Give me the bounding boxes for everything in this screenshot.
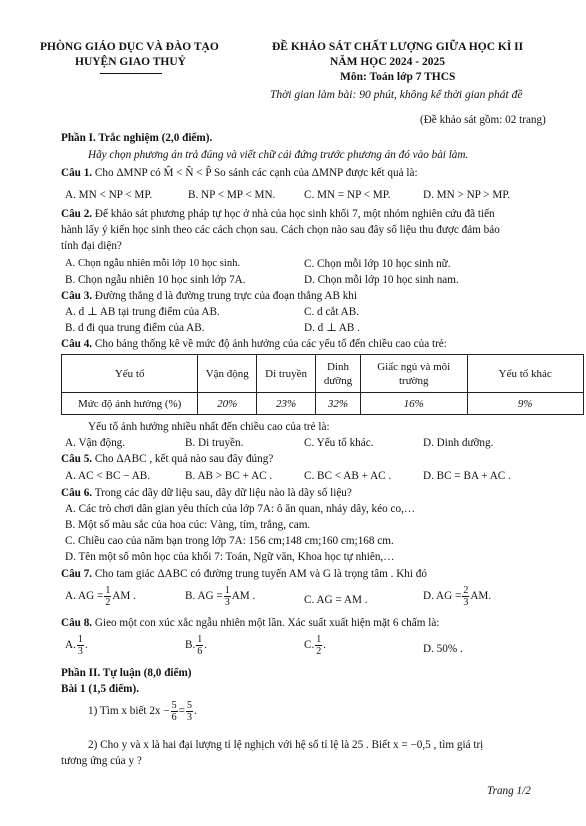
q7-label: Câu 7. [61, 568, 93, 580]
q2-option-a: A. Chọn ngẫu nhiên mỗi lớp 10 học sinh. [65, 258, 241, 269]
denominator: 2 [105, 597, 111, 608]
q1-option-a: A. MN < NP < MP. [65, 189, 153, 201]
q8-option-b: B. $\frac{1}{6}$ . [185, 634, 208, 657]
q2-option-d: D. Chọn mỗi lớp 10 học sinh nam. [304, 274, 459, 286]
q7-option-a [65, 585, 136, 608]
q1-option-b: B. NP < MP < MN. [188, 189, 276, 201]
table-header-cell: Vận động [198, 355, 257, 393]
time-note: Thời gian làm bài: 90 phút, không kể thời gian phát đề [270, 89, 523, 101]
exam-title: ĐỀ KHẢO SÁT CHẤT LƯỢNG GIỮA HỌC KÌ II [272, 41, 524, 53]
q8-a-fraction [77, 634, 84, 657]
q5-option-a: A. AC < BC − AB. [65, 470, 151, 482]
denominator: 3 [77, 646, 83, 657]
q5-option-c: C. BC < AB + AC . [304, 470, 392, 482]
q7-option-b [185, 585, 255, 608]
q4-option-a: A. Vận động. [65, 437, 126, 449]
q1-text: Cho ΔMNP có M̂ < N̂ < P̂ So sánh các cạnh của ΔMNP được kết quả là: [94, 167, 418, 179]
table-cell: 16% [360, 393, 467, 415]
numerator: 1 [77, 634, 83, 645]
q8-option-d: D. 50% . [423, 643, 463, 655]
q8-label: Câu 8. [61, 617, 93, 629]
q7-b-prefix: B. AG = [185, 590, 223, 603]
numerator: 1 [105, 585, 111, 596]
q8-option-c: C. $\frac{1}{2}$ . [304, 634, 327, 657]
q3-label: Câu 3. [61, 290, 93, 302]
q7-a-suffix: AM . [112, 590, 136, 603]
bai1-title: Bài 1 (1,5 điểm). [61, 683, 139, 695]
q1-option-d: D. MN > NP > MP. [423, 189, 511, 201]
q6-option-c: C. Chiều cao của năm bạn trong lớp 7A: 156 cm;148 cm;160 cm;168 cm. [65, 535, 394, 547]
table-header-cell: Yếu tố khác [467, 355, 583, 393]
q1-stem [61, 166, 418, 180]
numerator: 5 [171, 700, 177, 711]
q6-label: Câu 6. [61, 487, 93, 499]
bai1-part2-line2: tương ứng của y ? [61, 755, 142, 767]
q3-stem [61, 289, 357, 303]
table-header-cell: Yếu tố [62, 355, 198, 393]
q1-option-c: C. MN = NP < MP. [304, 189, 391, 201]
q2-option-c: C. Chọn mỗi lớp 10 học sinh nữ. [304, 258, 451, 270]
table-cell: 32% [316, 393, 361, 415]
q6-stem [61, 486, 352, 500]
q4-stem [61, 337, 447, 351]
table-row-label: Mức độ ảnh hưởng (%) [62, 393, 198, 415]
q7-d-fraction [462, 585, 469, 608]
q7-b-fraction [224, 585, 231, 608]
q6-option-b: B. Một số màu sắc của hoa cúc: Vàng, tím, trắng, cam. [65, 519, 311, 531]
subject: Môn: Toán lớp 7 THCS [340, 71, 456, 83]
q4-question: Yếu tố ảnh hưởng nhiều nhất đến chiều cao của trẻ là: [88, 421, 330, 433]
district-underline [100, 73, 162, 74]
equals-sign: = [178, 705, 185, 718]
department-name: PHÒNG GIÁO DỤC VÀ ĐÀO TẠO [40, 41, 219, 53]
q3-option-a: A. d ⊥ AB tại trung điểm của AB. [65, 306, 220, 318]
q7-d-prefix: D. AG = [423, 590, 462, 603]
q5-option-b: B. AB > BC + AC . [185, 470, 273, 482]
numerator: 5 [186, 700, 192, 711]
table-row [62, 393, 584, 415]
table-header-cell: Dinh dưỡng [316, 355, 361, 393]
q6-text: Trong các dãy dữ liệu sau, dãy dữ liệu nào là dãy số liệu? [94, 487, 352, 499]
q8-b-fraction [196, 634, 203, 657]
table-header-cell: Giấc ngủ và môi trường [360, 355, 467, 393]
q3-option-b: B. d đi qua trung điểm của AB. [65, 322, 205, 334]
denominator: 3 [463, 597, 469, 608]
table-cell: 9% [467, 393, 583, 415]
bai1-fraction-1 [171, 700, 178, 723]
q8-option-a: A. $\frac{1}{3}$ . [65, 634, 88, 657]
q4-option-d: D. Dinh dưỡng. [423, 437, 494, 449]
pages-note: (Đề khảo sát gồm: 02 trang) [420, 114, 546, 126]
q4-option-c: C. Yếu tố khác. [304, 437, 374, 449]
q8-c-fraction [315, 634, 322, 657]
q4-label: Câu 4. [61, 338, 93, 350]
denominator: 6 [171, 712, 177, 723]
district-name: HUYỆN GIAO THUỶ [75, 56, 186, 68]
statistics-table [61, 354, 584, 415]
q7-b-suffix: AM . [231, 590, 256, 603]
q7-text: Cho tam giác ΔABC có đường trung tuyến AM và G là trọng tâm . Khi đó [94, 568, 427, 580]
part1-title: Phần I. Trắc nghiệm (2,0 điểm). [61, 132, 213, 144]
part2-title: Phần II. Tự luận (8,0 điểm) [61, 667, 192, 679]
q2-stem-line3: tính đại diện? [61, 240, 122, 252]
q2-stem-line1 [61, 207, 495, 221]
denominator: 3 [186, 712, 192, 723]
q6-option-a: A. Các trò chơi dân gian yêu thích của lớp 7A: ô ăn quan, nhảy dây, kéo co,… [65, 503, 416, 515]
bai1-part2-line1: 2) Cho y và x là hai đại lượng tỉ lệ nghịch với hệ số tỉ lệ là 25 . Biết x = −0,5 , tìm giá trị [88, 739, 484, 751]
bai1-fraction-2 [186, 700, 193, 723]
part1-instruction: Hãy chọn phương án trả đúng và viết chữ cái đứng trước phương án đó vào bài làm. [88, 149, 469, 161]
table-header-row [62, 355, 584, 393]
q7-option-d [423, 585, 491, 608]
q2-label: Câu 2. [61, 208, 93, 220]
q4-option-b: B. Di truyền. [185, 437, 244, 449]
denominator: 2 [316, 646, 322, 657]
q2-text-1: Để khảo sát phương pháp tự học ở nhà của học sinh khối 7, một nhóm nghiên cứu đã tiến [94, 208, 495, 220]
page-number: Trang 1/2 [487, 785, 531, 797]
q6-option-d: D. Tên một số môn học của khối 7: Toán, Ngữ văn, Khoa học tự nhiên,… [65, 551, 395, 563]
q3-text: Đường thẳng d là đường trung trực của đoạn thẳng AB khi [94, 290, 358, 302]
school-year: NĂM HỌC 2024 - 2025 [330, 56, 445, 68]
q1-label: Câu 1. [61, 167, 93, 179]
bai1-part1-prefix: 1) Tìm x biết 2x − [88, 705, 170, 718]
q8-text: Gieo một con xúc xắc ngẫu nhiên một lần. Xác suất xuất hiện mặt 6 chấm là: [94, 617, 440, 629]
q4-text: Cho bảng thống kê về mức độ ảnh hưởng của các yếu tố đến chiều cao của trẻ: [94, 338, 447, 350]
table-cell: 23% [257, 393, 316, 415]
numerator: 1 [197, 634, 203, 645]
q8-c-prefix: C. [304, 639, 315, 652]
q7-stem [61, 567, 427, 581]
q8-b-prefix: B. [185, 639, 196, 652]
denominator: 6 [197, 646, 203, 657]
q8-a-prefix: A. [65, 639, 76, 652]
q5-option-d: D. BC = BA + AC . [423, 470, 511, 482]
table-header-cell: Di truyền [257, 355, 316, 393]
q5-label: Câu 5. [61, 453, 93, 465]
table-cell: 20% [198, 393, 257, 415]
denominator: 3 [224, 597, 230, 608]
q3-option-d: D. d ⊥ AB . [304, 322, 360, 334]
q2-stem-line2: hành lấy ý kiến học sinh theo các cách chọn sau. Cách chọn nào sau đây số liệu thu được đảm bảo [61, 224, 500, 236]
bai1-part1 [88, 700, 197, 723]
bai1-part1-suffix: . [193, 705, 197, 718]
q7-a-prefix: A. AG = [65, 590, 104, 603]
q7-d-suffix: AM. [470, 590, 492, 603]
q3-option-c: C. d cắt AB. [304, 306, 360, 318]
numerator: 1 [224, 585, 230, 596]
q5-stem [61, 452, 273, 466]
q5-text: Cho ΔABC , kết quả nào sau đây đúng? [94, 453, 274, 465]
numerator: 1 [316, 634, 322, 645]
q7-a-fraction [104, 585, 111, 608]
q7-option-c: C. AG = AM . [304, 594, 368, 606]
q2-option-b: B. Chọn ngẫu nhiên 10 học sinh lớp 7A. [65, 274, 246, 286]
q8-stem [61, 616, 439, 630]
numerator: 2 [463, 585, 469, 596]
